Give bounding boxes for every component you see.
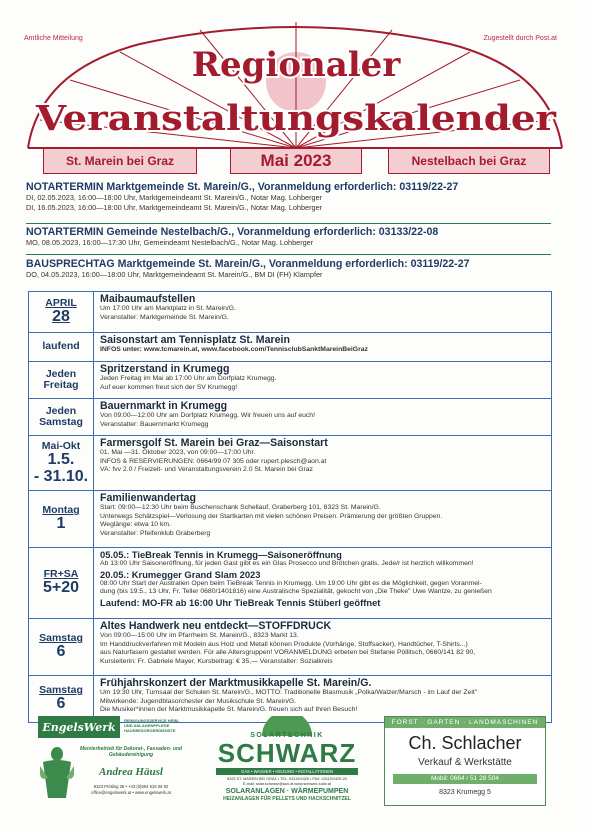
ad-solar-label: SOLARTECHNIK	[250, 732, 324, 739]
event-line: Die Musiker*innen der Marktmusikkapelle St. Marein/G. freuen sich auf Ihren Besuch!	[100, 706, 358, 714]
official-notice-label: Amtliche Mitteilung	[24, 35, 83, 42]
event-title: Farmersgolf St. Marein bei Graz—Saisonstart	[100, 437, 328, 449]
event-subtitle: 20.05.: Krumegger Grand Slam 2023	[100, 568, 261, 580]
angel-icon	[40, 744, 74, 800]
event-row-spritzerstand	[29, 362, 551, 399]
notice-heading: BAUSPRECHTAG Marktgemeinde St. Marein/G., Voranmeldung erforderlich: 03119/22-27	[26, 258, 470, 270]
event-body	[94, 619, 551, 675]
event-title: Spritzerstand in Krumegg	[100, 363, 230, 375]
event-line: aus Naturfasern gestaltet werden. Für alle Altersgruppen! VORANMELDUNG erbeten bei Stefanie Pöllitsch, 0660/141 82 90,	[100, 649, 476, 657]
event-row-tiebreak-tennis	[29, 548, 551, 619]
ad-company-name: Ch. Schlacher	[408, 733, 522, 753]
event-row-tennis-season	[29, 333, 551, 362]
event-line: INFOS unter: www.tcmarein.at, www.facebook.com/TennisclubSanktMareinBeiGraz	[100, 346, 368, 353]
event-row-bauernmarkt	[29, 399, 551, 436]
event-date	[29, 292, 94, 332]
event-title: Bauernmarkt in Krumegg	[100, 400, 228, 412]
event-line: Veranstalter: Marktgemeinde St. Marein/G.	[100, 313, 229, 321]
event-row-farmersgolf	[29, 436, 551, 491]
title-line-1: Regionaler	[191, 45, 401, 85]
ad-products-sub: HEIZANLAGEN FÜR PELLETS UND HACKSCHNITZEL	[223, 796, 351, 802]
event-date	[29, 619, 94, 675]
event-subtitle: 05.05.: TieBreak Tennis in Krumegg—Saisoneröffnung	[100, 549, 342, 560]
event-title: Saisonstart am Tennisplatz St. Marein	[100, 334, 290, 346]
notice-line: DI, 16.05.2023, 16:00—18:00 Uhr, Marktgemeindeamt St. Marein/G., Notar Mag. Lohberger	[26, 203, 323, 212]
event-line: 01. Mai —31. Oktober 2023, von 09:00—17:00 Uhr.	[100, 449, 256, 456]
event-line: INFOS & RESERVIERUNGEN: 0664/99 07 305 oder rupert.plesch@aon.at	[100, 457, 327, 465]
date-line: 28	[52, 308, 70, 326]
event-line: Unterwegs Schätzspiel—Verlosung der Startkarten mit vielen schönen Preisen. Prämierung der größten Gruppen.	[100, 512, 443, 520]
date-line: Mai-Okt	[41, 439, 81, 452]
divider	[26, 223, 551, 224]
notice-notary-nestelbach	[26, 226, 551, 248]
title-line-2: Veranstaltungskalender	[34, 98, 557, 139]
date-line: 1.5.	[47, 450, 75, 468]
event-body	[94, 436, 551, 490]
left-place-label: St. Marein bei Graz	[43, 148, 197, 174]
event-line: Veranstalter: Pfeifenklub Graberberg	[100, 529, 211, 537]
ad-services-strip: GAS • WASSER • HEIZUNG • INSTALLATIONEN	[216, 768, 358, 775]
events-table	[28, 291, 552, 723]
event-date	[29, 436, 94, 490]
ad-address: 8323 ST. MAREIN BEI GRAZ • TEL. 03119/2425 • FAX: 03119/2425-20	[227, 777, 347, 781]
notice-line: DO, 04.05.2023, 16:00—18:00 Uhr, Marktgemeindeamt St. Marein/G., BM DI (FH) Klampfer	[26, 270, 323, 279]
divider	[26, 254, 551, 255]
date-line: Montag	[42, 504, 80, 517]
event-line: 08:00 Uhr Start der Australien Open beim TieBreak Tennis in Krumegg. Um 19:00 Uhr gibt es die Möglichkeit, gegen Voranmel-	[100, 579, 482, 587]
ad-engelswerk	[38, 716, 184, 804]
date-line: 5+20	[42, 579, 80, 597]
ad-schlacher	[384, 716, 546, 806]
ad-products: SOLARANLAGEN · WÄRMEPUMPEN	[225, 788, 349, 795]
date-line: 1	[56, 515, 66, 533]
ad-contact: office@engelswerk.at • www.engelswerk.at	[91, 790, 171, 795]
ad-services: REINIGUNGSSERVICE HEIM- UND ANLAGENPFLEGE HAUSBESORGERDIENSTE	[124, 718, 180, 733]
date-line: APRIL	[45, 297, 77, 310]
event-line: Jeden Freitag im Mai ab 17:00 Uhr am Dorfplatz Krumegg.	[100, 375, 277, 382]
ad-company-sub: Verkauf & Werkstätte	[418, 757, 512, 768]
date-line: Samstag	[39, 684, 83, 697]
postal-delivery-label: Zugestellt durch Post.at	[483, 35, 557, 42]
ad-owner-name: Andrea Häusl	[99, 766, 163, 778]
event-line: Weglänge: etwa 10 km.	[100, 521, 171, 529]
date-line: - 31.10.	[33, 467, 89, 485]
event-line: Start: 09:00—12:30 Uhr beim Buschenschank Schellauf, Graberberg 101, 8323 St. Marein/G.	[100, 504, 381, 511]
event-line: VA: fvv 2.0 / Freizeit- und Veranstaltungsverein 2.0 St. Marein bei Graz	[100, 466, 313, 474]
event-line: Von 09:00—12:00 Uhr am Dorfplatz Krumegg. Wir freuen uns auf euch!	[100, 412, 315, 419]
date-line: Freitag	[43, 379, 79, 391]
date-line: FR+SA	[43, 568, 79, 581]
notice-heading: NOTARTERMIN Marktgemeinde St. Marein/G., Voranmeldung erforderlich: 03119/22-27	[26, 181, 459, 193]
event-body	[94, 491, 551, 547]
ad-category-strip: FORST · GARTEN · LANDMASCHINEN	[385, 717, 545, 728]
event-row-maibaum	[29, 292, 551, 333]
event-title: Altes Handwerk neu entdeckt—STOFFDRUCK	[100, 620, 332, 632]
event-line: Um 17:00 Uhr am Marktplatz in St. Marein/G.	[100, 305, 236, 312]
ad-phone: Mobil: 0664 / 51 28 504	[393, 774, 537, 784]
notice-notary-st-marein	[26, 181, 551, 213]
event-line: Von 09:00—15:00 Uhr im Pfarrheim St. Marein/G., 8323 Markt 13.	[100, 632, 299, 639]
event-line: Im Handdruckverfahren mit Modeln aus Holz und Metall können Produkte (Vorhänge, Stoffsacker), Handtücher, T-Shirts...)	[100, 640, 468, 648]
notice-heading: NOTARTERMIN Gemeinde Nestelbach/G., Voranmeldung erforderlich: 03133/22-08	[26, 226, 439, 238]
event-row-stoffdruck	[29, 619, 551, 676]
right-place-label: Nestelbach bei Graz	[388, 148, 550, 174]
event-line: Veranstalter: Bauernmarkt Krumegg	[100, 420, 209, 428]
engelswerk-logo: EngelsWerk	[38, 716, 120, 738]
notice-building-consultation	[26, 258, 551, 280]
event-date	[29, 362, 94, 398]
event-line: dung (bis 19.5., 13 Uhr, Fr. Teller 0680/1401816) eine Australische Spezialität, gekocht von „Die Theke" Uwe Wantze, zu genießen	[100, 588, 492, 596]
event-title: Familienwandertag	[100, 492, 196, 504]
month-label: Mai 2023	[230, 148, 362, 174]
date-line: Samstag	[39, 416, 83, 428]
event-subtitle: Laufend: MO-FR ab 16:00 Uhr TieBreak Tennis Stüberl geöffnet	[100, 596, 381, 608]
ad-brand: SCHWARZ	[217, 738, 357, 768]
notice-line: MO, 08.05.2023, 16:00—17:30 Uhr, Gemeindeamt Nestelbach/G., Notar Mag. Lohberger	[26, 238, 314, 247]
event-date	[29, 399, 94, 435]
event-body	[94, 292, 551, 332]
event-body	[94, 399, 551, 435]
event-line: Kursleiterin: Fr. Gabriele Mayer, Kursbeitrag: € 35,— Veranstalter: Sozialkreis	[100, 657, 333, 665]
ad-web: E-mail: solar.schwarz@aon.at www.schwarz-solar.at	[243, 782, 331, 786]
date-line: Samstag	[39, 632, 83, 645]
event-body	[94, 333, 551, 361]
event-line: Auf euer kommen freut sich der SV Krumegg!	[100, 383, 238, 391]
date-line: Jeden	[45, 367, 77, 380]
date-line: laufend	[42, 340, 80, 353]
date-line: 6	[56, 695, 66, 713]
event-date	[29, 491, 94, 547]
event-line: Mitwirkende: Jugendblasorchester der Musikschule St. Marein/G.	[100, 697, 297, 705]
event-body	[94, 362, 551, 398]
date-line: Jeden	[45, 404, 77, 417]
date-line: 6	[56, 643, 66, 661]
event-title: Frühjahrskonzert der Marktmusikkapelle St. Marein/G.	[100, 677, 372, 689]
event-title: Maibaumaufstellen	[100, 293, 196, 305]
event-date	[29, 548, 94, 618]
event-line: Um 19:30 Uhr, Turnsaal der Schulen St. Marein/G., MOTTO: Traditionelle Blasmusik „Polka/Walzer/Marsch - im Lauf der Zeit"	[100, 689, 478, 696]
event-row-familienwandertag	[29, 491, 551, 548]
event-body	[94, 548, 551, 618]
ad-address: 8323 Prötling 36 • +43 (0)664 515 06 92	[93, 784, 169, 789]
notice-line: DI, 02.05.2023, 16:00—18:00 Uhr, Marktgemeindeamt St. Marein/G., Notar Mag. Lohberger	[26, 193, 323, 202]
event-date	[29, 333, 94, 361]
ad-tagline: Meisterbetrieb für Dekorat-, Fassaden- und Gebäudereinigung	[80, 746, 182, 758]
ad-address: 8323 Krumegg 5	[439, 789, 491, 796]
ad-solartechnik-schwarz	[212, 716, 362, 804]
event-line: Ab 13:00 Uhr Saisoneröffnung, für jeden Gast gibt es ein Glas Prosecco und Brötchen gratis. Jede/r ist herzlich willkommen!	[100, 560, 474, 567]
